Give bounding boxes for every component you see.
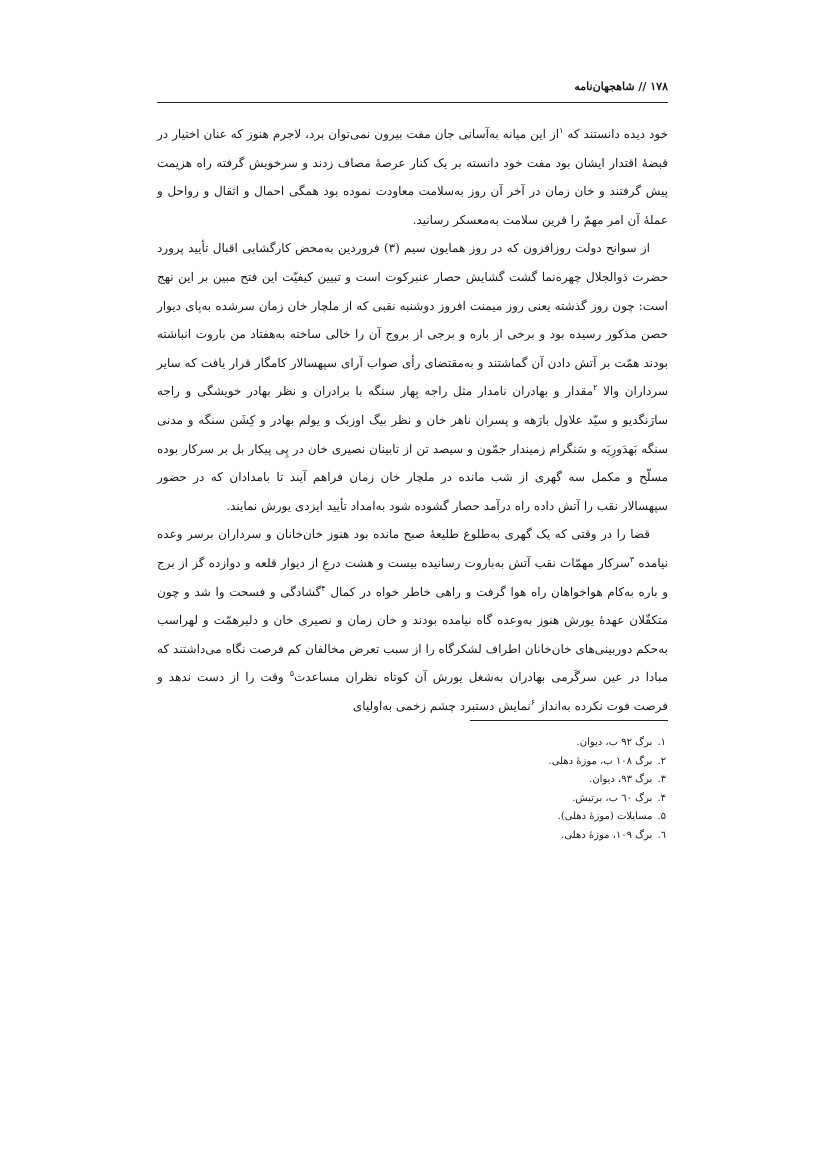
footnote [406, 734, 666, 753]
footnote-ref: ۳ [629, 554, 635, 564]
paragraph-text: قضا را در وقتی که یک گهری به‌طلوع طلیعهٔ صبح مانده بود هنوز خان‌خانان و سرداران برسر وعده نیامده [157, 527, 668, 570]
footnote [406, 827, 666, 846]
paragraph-text: مقدار و بهادران نامدار مثل راجه بِهار سنگه با برادران و نظر بهادر خویشگی و راجه سارَنگدیو و سیّد علاول بارَهه و پسران ناهر خان و نظر بیگ اوزبک و یولم بهادر و کِشَن سنگه و مدنی سنگه بَهدَورِیَه و سَنگرام زمیندار جمّون و سیصد تن از تابینان نصیری خان در پِی پیکار بل بر سرکار بوده مسلّح و مکمل سه گهری از شب مانده در ملچار خان زمان فراهم آیند تا بامدادان که در حضور سپهسالار نقب را آتش داده راه درآمد حصار گشوده شود به‌امداد تأیید ایزدی یورش نمایند. [157, 384, 668, 513]
footnote-divider [470, 720, 668, 721]
page-header [157, 74, 668, 103]
footnote-text: مسایلات (موزهٔ دهلی). [557, 811, 653, 823]
footnote-ref: ۵ [289, 669, 294, 679]
footnote [406, 753, 666, 772]
footnote-ref: ۶ [530, 697, 536, 707]
paragraph [157, 234, 668, 520]
paragraph-text: خود دیده دانستند که [563, 127, 668, 141]
footnote-text: برگ ۹۲ ب، دیوان. [576, 737, 653, 748]
footnote-number: ۴. [657, 792, 666, 804]
footnote-number: ٦. [657, 829, 666, 841]
footnote [406, 790, 666, 809]
paragraph [157, 120, 668, 234]
paragraph-text: وقت را از دست ندهد و فرصت فوت نکرده به‌انداز [157, 670, 668, 713]
paragraph [157, 520, 668, 720]
footnote-number: ۳. [657, 774, 666, 786]
footnote-text: برگ ۱۰۹، موزهٔ دهلی. [561, 829, 653, 841]
footnote-text: برگ ٦۰ ب، برتیش. [572, 792, 653, 804]
running-head: ۱۷۸ // شاهجهان‌نامه [574, 80, 668, 93]
footnote-text: برگ ۱۰۸ ب، موزهٔ دهلی. [548, 755, 653, 767]
footnote [406, 808, 666, 827]
paragraph-text: از سوانح دولت روزافزون که در روز همایون سیم (۳) فروردین به‌محض کارگشایی اقبال تأیید پرورد حضرت ذوالجلال چهره‌نما گشت گشایش حصار عنبرکوت است و تبیین کیفیّت این فتح مبین بر این نهج است: چون روز گذشته یعنی روز میمنت افروز دوشنبه نقبی که از ملچار خان زمان سرشده به‌پای دیوار حصن مذکور رسیده بود و برخی از باره و برجی از بروج آن را خالی ساخته به‌هفتاد من باروت انباشته بودند همّت بر آتش دادن آن گماشتند و به‌مقتضای رأی صواب آرای سپهسالار کامگار قرار یافت که سایر سرداران والا [157, 241, 668, 399]
footnote-ref: ۱ [559, 126, 564, 135]
paragraph-text: گشادگی و فسحت وا شد و چون متکفّلان عهدهٔ یورش هنوز به‌وعده گاه نیامده بودند و خان زمان و نصیری خان و دلیرهمّت و لهراسب به‌حکم دوربینی‌های خان‌خانان اطراف لشکرگاه را از سبب تعرض مخالفان کم فرصت نگاه می‌داشتند که مبادا در عین سرگَرمی بهادران به‌شغل یورش آن کوتاه نظران مساعدت [157, 584, 669, 685]
footnote-number: ۲. [657, 755, 666, 767]
footnote-number: ۱. [657, 737, 666, 748]
paragraph-text: نمایش دستبرد چشم زخمی به‌اولیای [352, 698, 531, 713]
footnote-text: برگ ۹۳، دیوان. [589, 774, 653, 786]
body-text [157, 120, 668, 720]
footnote-ref: ۲ [593, 383, 598, 393]
footnotes-list [406, 734, 666, 846]
footnote [406, 771, 666, 790]
paragraph-text: از این میانه به‌آسانی جان مفت بیرون نمی‌توان برد، لاجرم هنوز که عنان اختیار در قبضهٔ اقتدار ایشان بود مفت خود دانسته بر یک کنار عرصهٔ مصاف زدند و سرخویش گرفته راه هزیمت پیش گرفتند و خان زمان در آخر آن روز به‌سلامت معاودت نموده بود همگی احمال و اثقال و رواحل و عملهٔ آن امر مهمّ را قرین سلامت به‌معسکر رسانید. [157, 127, 668, 227]
footnote-number: ۵. [657, 811, 666, 823]
footnote-ref: ۴ [321, 583, 326, 593]
paragraph-text: سرکار مهمّات نقب آتش به‌باروت رسانیده بیست و هشت درعِ از دیوار قلعه و دوازده گز از برج و باره به‌کام هواخواهان راه هوا گرفت و راهی خاطر خواه در کمال [157, 555, 668, 599]
